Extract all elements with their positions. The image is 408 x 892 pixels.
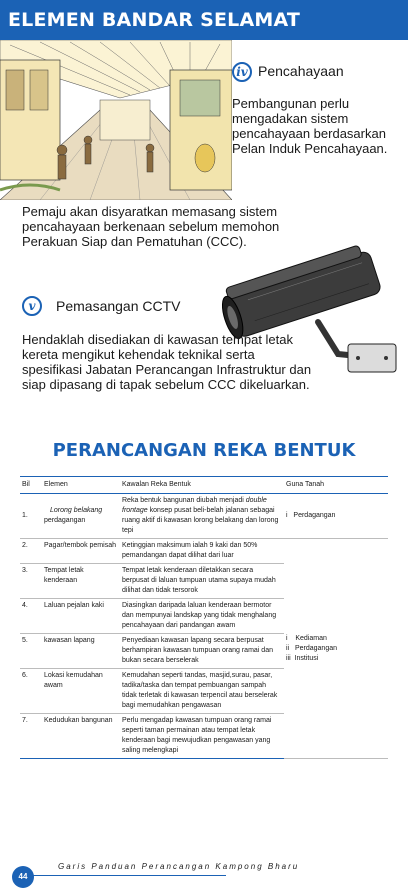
section-v-body: Hendaklah disediakan di kawasan tempat letak kereta mengikut kehendak teknikal serta spesifikasi Jabatan Perancangan Infrastruktur dan siap dipasang di tapak sebelum CCC dikeluarkan.: [22, 332, 312, 392]
section-iv-badge: iv: [232, 62, 252, 82]
row-bil: 3.: [20, 564, 42, 599]
table-row: [20, 539, 388, 564]
row-kawalan: Diasingkan daripada laluan kenderaan bermotor dan mempunyai landskap yang tidak menghalang pencahayaan dari pandangan awam: [120, 599, 284, 634]
row-elemen: Kedudukan bangunan: [42, 714, 120, 759]
row-kawalan: Perlu mengadap kawasan tumpuan orang ramai seperti taman permainan atau tempat letak kenderaan bagi mewujudkan pengawasan yang saling melengkapi: [120, 714, 284, 759]
page-number-badge: 44: [12, 866, 34, 888]
row-elemen: Lokasi kemudahan awam: [42, 669, 120, 714]
header-bil: Bil: [20, 477, 42, 494]
row-bil: 7.: [20, 714, 42, 759]
row-elemen: Laluan pejalan kaki: [42, 599, 120, 634]
footer-divider: [30, 875, 226, 876]
row-bil: 4.: [20, 599, 42, 634]
row-bil: 2.: [20, 539, 42, 564]
header-elemen: Elemen: [42, 477, 120, 494]
row-bil: 5.: [20, 634, 42, 669]
pemaju-paragraph: Pemaju akan disyaratkan memasang sistem pencahayaan berkenaan sebelum memohon Perakuan Siap dan Pematuhan (CCC).: [22, 204, 280, 249]
row-kawalan: Kemudahan seperti tandas, masjid,surau, pasar, tadika/taska dan tempat pembuangan sampah tidak terletak di kawasan terpencil atau berselerak bagi memudahkan pengawasan: [120, 669, 284, 714]
design-control-table: [20, 476, 388, 759]
header-guna-tanah: Guna Tanah: [284, 477, 388, 494]
walkway-sketch-illustration: [0, 40, 232, 200]
row-guna-tanah: i Perdagangan: [284, 494, 388, 539]
table-heading: PERANCANGAN REKA BENTUK: [52, 440, 356, 461]
row-elemen: Lorong belakang perdagangan: [42, 494, 120, 539]
header-title: ELEMEN BANDAR SELAMAT: [8, 9, 301, 31]
row-elemen: kawasan lapang: [42, 634, 120, 669]
section-iv-title: Pencahayaan: [258, 63, 344, 79]
page-header: [0, 0, 408, 40]
row-elemen: Tempat letak kenderaan: [42, 564, 120, 599]
row-kawalan: Ketinggian maksimum ialah 9 kaki dan 50% pemandangan dapat dilihat dari luar: [120, 539, 284, 564]
row-kawalan: Tempat letak kenderaan diletakkan secara berpusat di laluan tumpuan utama supaya mudah dilihat dan tidak tersorok: [120, 564, 284, 599]
row-kawalan: Penyediaan kawasan lapang secara berpusat berhampiran kawasan tumpuan orang ramai dan bukan secara berselerak: [120, 634, 284, 669]
row-guna-tanah-merged: i Kediaman ii Perdagangan iii Institusi: [284, 539, 388, 759]
section-v-title: Pemasangan CCTV: [56, 298, 181, 314]
row-elemen: Pagar/tembok pemisah: [42, 539, 120, 564]
section-v-badge: v: [22, 296, 42, 316]
table-header-row: [20, 477, 388, 494]
section-iv-body: Pembangunan perlu mengadakan sistem pencahayaan berdasarkan Pelan Induk Pencahayaan.: [232, 96, 388, 156]
row-bil: 1.: [20, 494, 42, 539]
header-kawalan: Kawalan Reka Bentuk: [120, 477, 284, 494]
row-bil: 6.: [20, 669, 42, 714]
table-row: [20, 494, 388, 539]
row-kawalan: Reka bentuk bangunan diubah menjadi double frontage konsep pusat beli-belah jalanan sebagai ruang aktif di kawasan lorong belakang dan lorong tepi: [120, 494, 284, 539]
footer-text: Garis Panduan Perancangan Kampong Bharu: [58, 862, 300, 871]
